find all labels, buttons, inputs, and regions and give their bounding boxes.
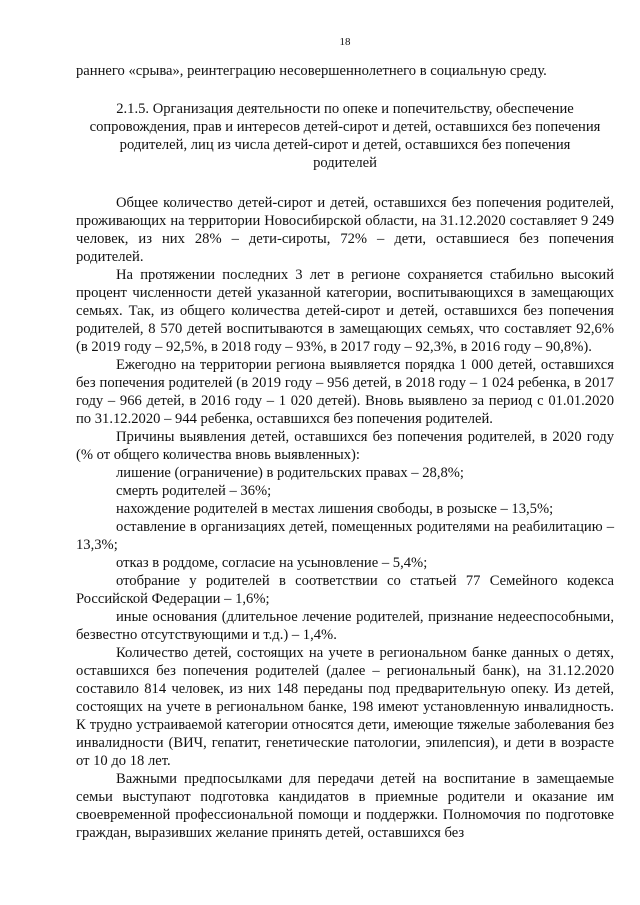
reason-item: нахождение родителей в местах лишения свободы, в розыске – 13,5%;: [116, 501, 554, 517]
lead-line: раннего «срыва», реинтеграцию несовершеннолетнего в социальную среду.: [76, 63, 547, 79]
reason-item: отказ в роддоме, согласие на усыновление – 5,4%;: [116, 555, 428, 571]
page-number: 18: [339, 36, 351, 48]
section-heading: 2.1.5. Организация деятельности по опеке и попечительству, обеспечение сопровождения, прав и интересов детей-сирот и детей, оставшихся без попечения родителей, лиц из числа детей-сирот и детей, оставшихся без попечения родителей: [89, 101, 601, 171]
paragraph-regional-bank: Количество детей, состоящих на учете в региональном банке данных о детях, оставшихся без попечения родителей (далее – региональный банк), на 31.12.2020 составило 814 человек, из них 148 переданы под предварительную опеку. Из детей, состоящих на учете в региональном банке, 198 имеют установленную инвалидность. К трудно устраиваемой категории относятся дети, имеющие тяжелые заболевания без инвалидности (ВИЧ, гепатит, генетические патологии, эпилепсия), и дети в возрасте от 10 до 18 лет.: [76, 645, 614, 769]
reason-item: отобрание у родителей в соответствии со статьей 77 Семейного кодекса Российской Федерации – 1,6%;: [76, 573, 614, 607]
reason-item: смерть родителей – 36%;: [116, 483, 272, 499]
paragraph-candidate-training: Важными предпосылками для передачи детей на воспитание в замещаемые семьи выступают подготовка кандидатов в приемные родители и оказание им своевременной профессиональной помощи и поддержки. Полномочия по подготовке граждан, выразивших желание принять детей, оставшихся без: [76, 771, 614, 841]
paragraph-total-orphans: Общее количество детей-сирот и детей, оставшихся без попечения родителей, проживающих на территории Новосибирской области, на 31.12.2020 составляет 9 249 человек, из них 28% – дети-сироты, 72% – дети, оставшиеся без попечения родителей.: [76, 195, 614, 265]
reason-item: оставление в организациях детей, помещенных родителями на реабилитацию – 13,3%;: [76, 519, 614, 553]
reason-item: иные основания (длительное лечение родителей, признание недееспособными, безвестно отсутствующими и т.д.) – 1,4%.: [76, 609, 614, 643]
document-body: [76, 62, 614, 842]
reason-item: лишение (ограничение) в родительских правах – 28,8%;: [116, 465, 464, 481]
paragraph-annual-identification: Ежегодно на территории региона выявляется порядка 1 000 детей, оставшихся без попечения родителей (в 2019 году – 956 детей, в 2018 году – 1 024 ребенка, в 2017 году – 966 детей, в 2016 году – 1 020 детей). Вновь выявлено за период с 01.01.2020 по 31.12.2020 – 944 ребенка, оставшихся без попечения родителей.: [76, 357, 614, 427]
paragraph-foster-families: На протяжении последних 3 лет в регионе сохраняется стабильно высокий процент численности детей указанной категории, воспитывающихся в замещающих семьях. Так, из общего количества детей-сирот и детей, оставшихся без попечения родителей, 8 570 детей воспитываются в замещающих семьях, что составляет 92,6% (в 2019 году – 92,5%, в 2018 году – 93%, в 2017 году – 92,3%, в 2016 году – 90,8%).: [76, 267, 614, 355]
paragraph-reasons-intro: Причины выявления детей, оставшихся без попечения родителей, в 2020 году (% от общего количества вновь выявленных):: [76, 429, 614, 463]
